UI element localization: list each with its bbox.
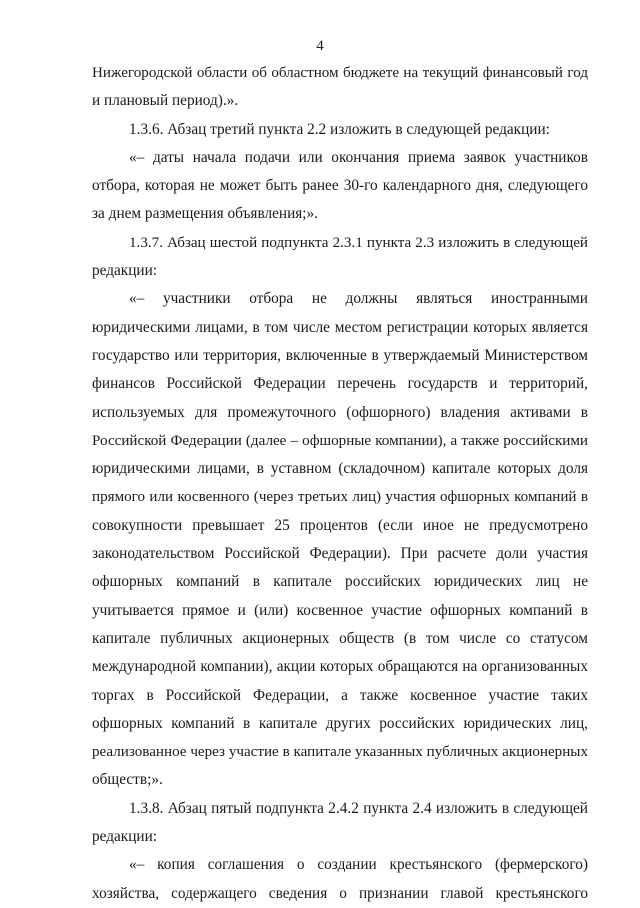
text-line: учитывается прямое и (или) косвенное участие офшорных компаний в — [92, 601, 588, 619]
text-line: капитале публичных акционерных обществ (в том числе со статусом — [92, 629, 588, 647]
text-line: офшорных компаний в капитале других российских юридических лиц, — [92, 714, 588, 732]
text-line: прямого или косвенного (через третьих лиц) участия офшорных компаний в — [92, 489, 588, 506]
text-line: торгах в Российской Федерации, а также косвенное участие таких — [92, 686, 588, 704]
text-line: хозяйства, содержащего сведения о признании главой крестьянского — [92, 884, 588, 902]
text-line: «– участники отбора не должны являться иностранными — [129, 290, 588, 308]
text-line: редакции: — [92, 828, 158, 846]
text-line: обществ;». — [92, 771, 163, 789]
text-line: финансов Российской Федерации перечень государств и территорий, — [92, 375, 588, 393]
text-line: 1.3.6. Абзац третий пункта 2.2 изложить в следующей редакции: — [129, 120, 550, 138]
text-line: редакции: — [92, 262, 158, 280]
text-line: юридическими лицами, в том числе местом регистрации которых является — [92, 318, 588, 336]
text-line: Нижегородской области об областном бюджете на текущий финансовый год — [92, 65, 588, 81]
text-line: 1.3.8. Абзац пятый подпункта 2.4.2 пункта 2.4 изложить в следующей — [129, 799, 588, 817]
text-line: 1.3.7. Абзац шестой подпункта 2.3.1 пункта 2.3 изложить в следующей — [129, 234, 588, 251]
text-line: офшорных компаний в капитале российских юридических лиц не — [92, 573, 588, 591]
text-line: международной компании), акции которых обращаются на организованных — [92, 658, 588, 676]
text-line: Российской Федерации (далее – офшорные компании), а также российскими — [92, 432, 588, 449]
text-line: законодательством Российской Федерации). При расчете доли участия — [92, 545, 588, 563]
text-line: совокупности превышает 25 процентов (если иное не предусмотрено — [92, 516, 588, 534]
text-line: за днем размещения объявления;». — [92, 205, 319, 223]
text-line: и плановый период).». — [92, 92, 239, 110]
document-body — [92, 59, 588, 908]
text-line: реализованное через участие в капитале указанных публичных акционерных — [92, 744, 588, 761]
text-line: государство или территория, включенные в утверждаемый Министерством — [92, 346, 588, 364]
text-line: используемых для промежуточного (офшорного) владения активами в — [92, 403, 588, 421]
text-line: «– копия соглашения о создании крестьянского (фермерского) — [129, 856, 588, 874]
text-line: юридическими лицами, в уставном (складочном) капитале которых доля — [92, 460, 588, 478]
text-line: отбора, которая не может быть ранее 30-го календарного дня, следующего — [92, 177, 588, 195]
text-line: «– даты начала подачи или окончания приема заявок участников — [129, 148, 588, 166]
page-number: 4 — [316, 38, 324, 54]
